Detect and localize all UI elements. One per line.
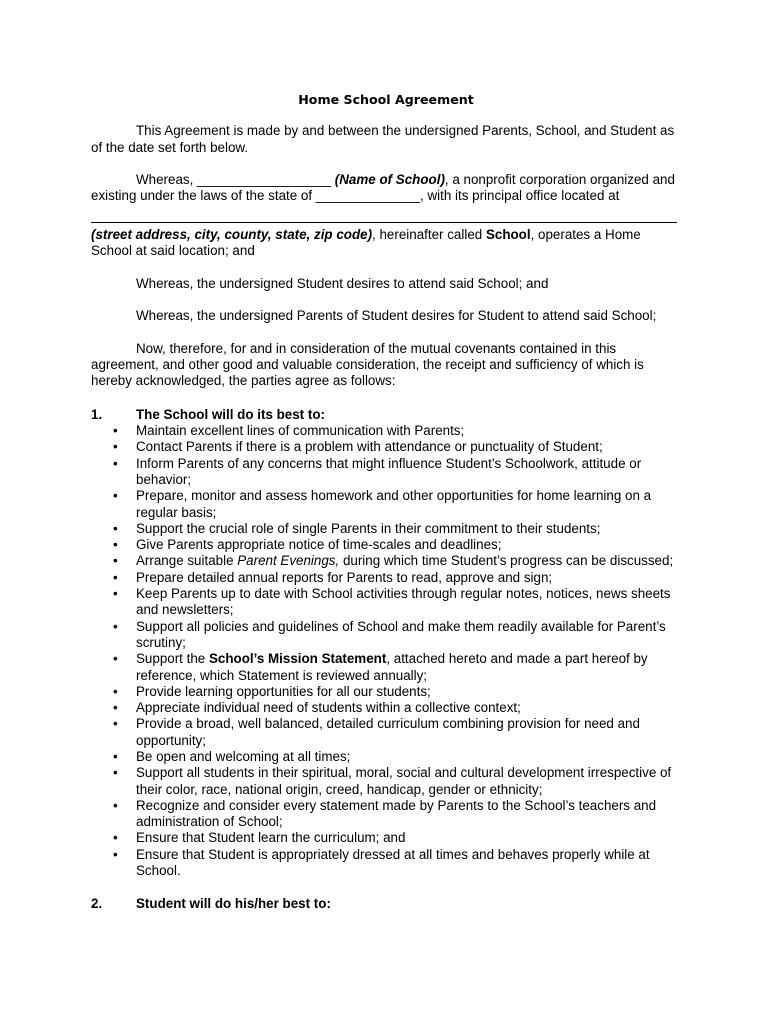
list-item: • Contact Parents if there is a problem with attendance or punctuality of Student; xyxy=(113,439,603,455)
now-therefore-paragraph: Now, therefore, for and in consideration of the mutual covenants contained in this agreement, and other good and valuable consideration, the receipt and sufficiency of which is hereby acknowledged, the parties agree as follows: xyxy=(91,340,644,389)
bullet-icon: • xyxy=(113,488,118,504)
address-text-d: , operates a Home School at said location; and xyxy=(91,226,641,259)
address-paragraph xyxy=(91,227,677,260)
list-item: • Maintain excellent lines of communication with Parents; xyxy=(113,423,465,439)
bullet-icon: • xyxy=(113,618,118,634)
list-item: • Prepare, monitor and assess homework and other opportunities for home learning on a regular basis; xyxy=(113,488,652,520)
list-item: • Support the crucial role of single Parents in their commitment to their students; xyxy=(113,520,601,536)
bullet-icon: • xyxy=(113,716,118,732)
section-2-number: 2. xyxy=(91,896,103,912)
intro-paragraph: This Agreement is made by and between the undersigned Parents, School, and Student as of the date set forth below. xyxy=(91,123,675,155)
list-item: • Arrange suitable Parent Evenings, during which time Student’s progress can be discussed; xyxy=(113,553,674,569)
whereas-school-text-a: Whereas, __________________ xyxy=(136,172,335,188)
section-1-heading xyxy=(91,407,677,423)
bullet-icon: • xyxy=(113,586,118,602)
address-blank-line xyxy=(91,205,677,223)
list-item: • Give Parents appropriate notice of time-scales and deadlines; xyxy=(113,537,502,553)
parent-evenings-term: Parent Evenings, xyxy=(237,553,340,569)
whereas-student-paragraph: Whereas, the undersigned Student desires to attend said School; and xyxy=(136,275,549,291)
section-2-title: Student will do his/her best to: xyxy=(136,896,331,912)
bullet-icon: • xyxy=(113,797,118,813)
list-item: • Recognize and consider every statement made by Parents to the School’s teachers and administration of School; xyxy=(113,797,657,830)
list-item: • Provide learning opportunities for all our students; xyxy=(113,683,431,699)
bullet-icon: • xyxy=(113,423,118,439)
school-term: School xyxy=(485,226,531,242)
list-item: • Provide a broad, well balanced, detailed curriculum combining provision for need and opportunity; xyxy=(113,716,640,748)
list-item: • Ensure that Student is appropriately dressed at all times and behaves properly while at School. xyxy=(113,846,650,879)
bullet-icon: • xyxy=(113,569,118,585)
bullet-icon: • xyxy=(113,520,118,536)
document-title: Home School Agreement xyxy=(298,92,474,107)
list-item: • Appreciate individual need of students within a collective context; xyxy=(113,700,521,716)
list-item: • Be open and welcoming at all times; xyxy=(113,748,351,764)
bullet-icon: • xyxy=(113,455,118,471)
whereas-school-text-c: , a nonprofit corporation organized and existing under the laws of the state of ______________, with its principal office located at xyxy=(91,172,675,204)
document-page xyxy=(91,92,677,913)
bullet-icon: • xyxy=(113,830,118,846)
bullet-icon: • xyxy=(113,846,118,862)
bullet-icon: • xyxy=(113,651,118,667)
section-1-number: 1. xyxy=(91,406,103,422)
bullet-icon: • xyxy=(113,553,118,569)
section-1-title: The School will do its best to: xyxy=(136,406,325,422)
bullet-icon: • xyxy=(113,683,118,699)
list-item: • Support all policies and guidelines of School and make them readily available for Parent’s scrutiny; xyxy=(113,618,666,650)
list-item: • Keep Parents up to date with School activities through regular notes, notices, news sheets and newsletters; xyxy=(113,586,671,618)
list-item: • Ensure that Student learn the curriculum; and xyxy=(113,830,406,846)
bullet-icon: • xyxy=(113,765,118,781)
list-item: • Inform Parents of any concerns that might influence Student’s Schoolwork, attitude or behavior; xyxy=(113,455,642,487)
bullet-icon: • xyxy=(113,748,118,764)
list-item: • Prepare detailed annual reports for Parents to read, approve and sign; xyxy=(113,569,553,585)
address-label: (street address, city, county, state, zip code) xyxy=(91,226,373,242)
whereas-parents-paragraph: Whereas, the undersigned Parents of Student desires for Student to attend said School; xyxy=(136,308,657,324)
bullet-icon: • xyxy=(113,439,118,455)
address-text-b: , hereinafter called xyxy=(372,226,486,242)
name-of-school-label: (Name of School) xyxy=(334,172,445,188)
whereas-school-paragraph xyxy=(91,172,677,205)
list-item: • Support the School’s Mission Statement, attached hereto and made a part hereof by reference, which Statement is reviewed annually; xyxy=(113,651,648,683)
mission-statement-term: School’s Mission Statement xyxy=(208,651,387,667)
bullet-icon: • xyxy=(113,537,118,553)
school-obligations-list xyxy=(91,423,677,879)
section-2-heading xyxy=(91,896,677,912)
bullet-icon: • xyxy=(113,700,118,716)
list-item: • Support all students in their spiritual, moral, social and cultural development irrespective of their color, race, national origin, creed, handicap, gender or ethnicity; xyxy=(113,765,672,797)
